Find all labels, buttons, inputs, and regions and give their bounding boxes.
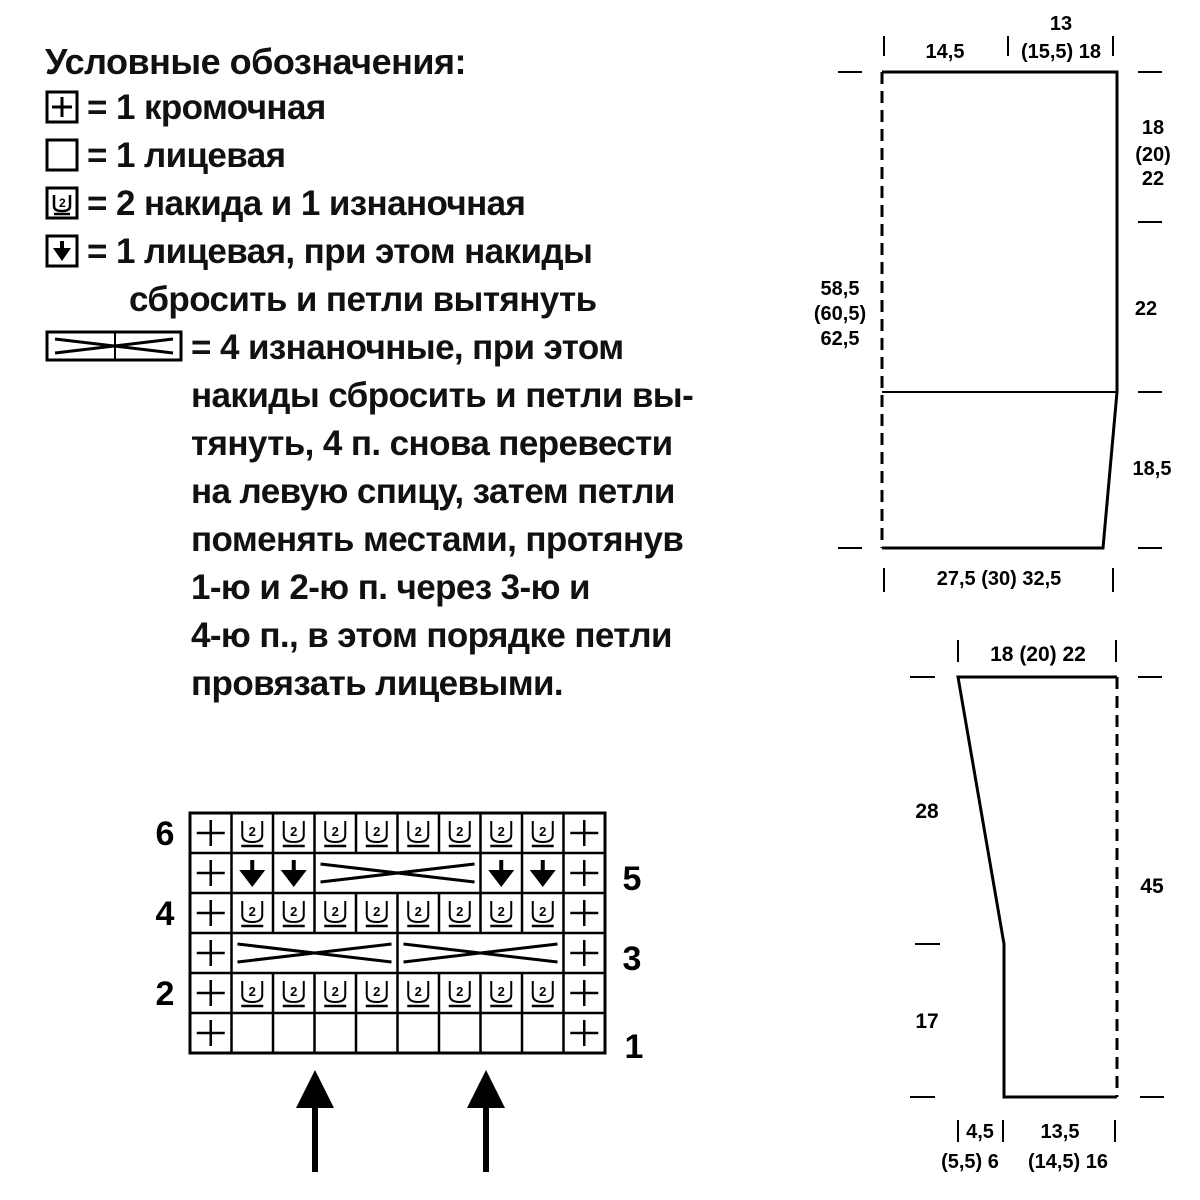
row-number: 3 xyxy=(622,940,642,978)
dim-label: 58,5 xyxy=(820,278,860,300)
yarnover-count: 2 xyxy=(539,984,547,999)
dim-label: 18 (20) 22 xyxy=(990,643,1086,666)
legend-text: = 4 изнаночные, при этом xyxy=(191,328,624,367)
row-number: 6 xyxy=(155,815,175,853)
sleeve-outline xyxy=(958,677,1117,1097)
dim-label: 28 xyxy=(915,800,939,823)
yarnover-count: 2 xyxy=(539,824,547,839)
yarnover-count: 2 xyxy=(58,196,66,210)
yarnover-count: 2 xyxy=(456,824,464,839)
yarnover-count: 2 xyxy=(456,984,464,999)
yarnover-count: 2 xyxy=(497,984,505,999)
yarnover-count: 2 xyxy=(373,984,381,999)
dim-label: 18 xyxy=(1141,117,1165,139)
legend-text-continued: тянуть, 4 п. снова перевести xyxy=(191,424,673,463)
dim-label: 22 xyxy=(1134,298,1158,320)
row-number: 5 xyxy=(622,860,642,898)
dim-label: 27,5 (30) 32,5 xyxy=(936,568,1062,590)
yarnover-count: 2 xyxy=(290,824,298,839)
legend-text-continued: 4-ю п., в этом порядке петли xyxy=(191,616,672,655)
dim-label: 13 xyxy=(1049,13,1073,35)
legend-text-continued: 1-ю и 2-ю п. через 3-ю и xyxy=(191,568,590,607)
yarnover-count: 2 xyxy=(290,904,298,919)
yarnover-count: 2 xyxy=(373,904,381,919)
yarnover-count: 2 xyxy=(373,824,381,839)
dim-label: 4,5 xyxy=(966,1121,994,1143)
yarnover-count: 2 xyxy=(497,824,505,839)
yarnover-count: 2 xyxy=(497,904,505,919)
yarnover-count: 2 xyxy=(414,904,422,919)
yarnover-count: 2 xyxy=(290,984,298,999)
legend-title: Условные обозначения: xyxy=(45,41,466,82)
yarnover-count: 2 xyxy=(414,824,422,839)
legend-text-continued: на левую спицу, затем петли xyxy=(191,472,675,511)
row-number: 2 xyxy=(155,975,175,1013)
row-number: 4 xyxy=(155,895,175,933)
yarnover-count: 2 xyxy=(331,984,339,999)
yarnover-count: 2 xyxy=(539,904,547,919)
legend-text-continued: накиды сбросить и петли вы- xyxy=(191,376,694,415)
dim-label: (5,5) 6 xyxy=(941,1151,999,1173)
yarnover-count: 2 xyxy=(331,904,339,919)
legend-text-continued: поменять местами, протянув xyxy=(191,520,684,559)
row-number: 1 xyxy=(624,1028,644,1066)
dim-label: 18,5 xyxy=(1132,458,1172,480)
yarnover-count: 2 xyxy=(248,824,256,839)
dim-label: 14,5 xyxy=(925,41,965,63)
legend-text: = 1 лицевая xyxy=(87,136,286,175)
yarnover-count: 2 xyxy=(331,824,339,839)
dim-label: 62,5 xyxy=(820,328,860,350)
yarnover-count: 2 xyxy=(414,984,422,999)
legend-text: = 2 накида и 1 изнаночная xyxy=(87,184,526,223)
dim-label: (14,5) 16 xyxy=(1027,1151,1109,1173)
legend-text: = 1 лицевая, при этом накиды xyxy=(87,232,593,271)
dim-label: 22 xyxy=(1141,168,1165,190)
dim-label: 13,5 xyxy=(1040,1121,1080,1143)
dim-label: 45 xyxy=(1140,875,1164,898)
dim-label: (20) xyxy=(1135,144,1171,166)
dim-label: (15,5) 18 xyxy=(1020,41,1102,63)
dim-label: (60,5) xyxy=(813,303,867,325)
legend-text: = 1 кромочная xyxy=(87,88,326,127)
yarnover-count: 2 xyxy=(456,904,464,919)
dim-label: 17 xyxy=(915,1010,939,1033)
legend-text-continued: провязать лицевыми. xyxy=(191,664,564,703)
yarnover-count: 2 xyxy=(248,904,256,919)
legend-text-continued: сбросить и петли вытянуть xyxy=(129,280,597,319)
yarnover-count: 2 xyxy=(248,984,256,999)
